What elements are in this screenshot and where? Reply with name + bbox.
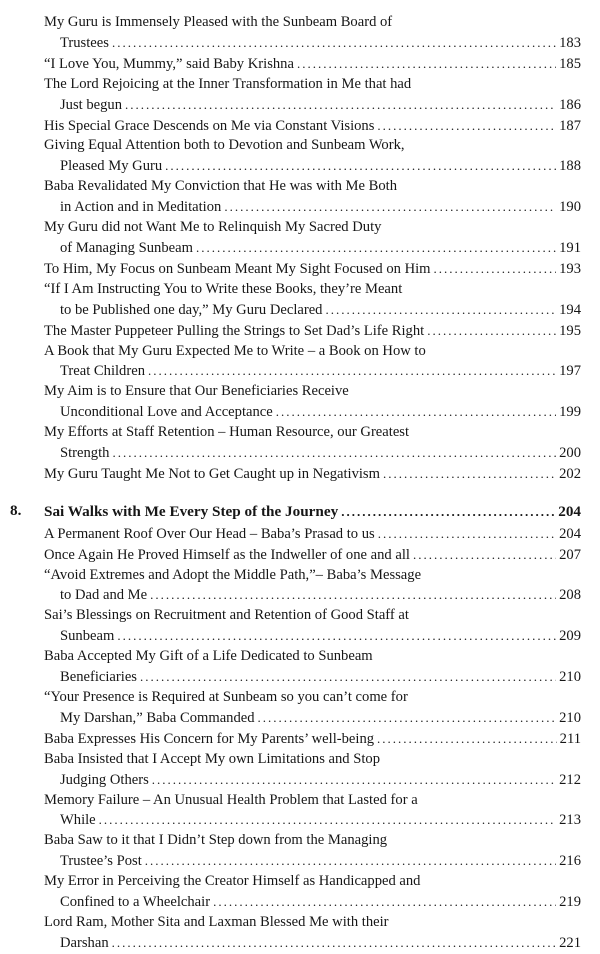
page-number: 197 [559,363,581,380]
leader-dots [377,116,556,136]
toc-entry[interactable] [44,75,581,116]
toc-entry[interactable] [44,831,581,872]
toc-entry[interactable] [44,464,581,485]
leader-dots [224,197,556,217]
page-number: 207 [559,546,581,563]
page-number: 188 [559,158,581,175]
toc-entry[interactable] [44,382,581,423]
toc-entry-title-line: Lord Ram, Mother Sita and Laxman Blessed Me with their [44,913,389,930]
page-number: 209 [559,628,581,645]
page-number: 186 [559,96,581,113]
table-of-contents [0,13,600,954]
leader-dots [145,851,556,871]
leader-dots [125,95,556,115]
toc-entry-title-line: A Book that My Guru Expected Me to Write – a Book on How to [44,342,426,359]
toc-entry-title-line: Sai’s Blessings on Recruitment and Retention of Good Staff at [44,607,409,624]
toc-entry-title-line: “Avoid Extremes and Adopt the Middle Path,”– Baba’s Message [44,566,422,583]
toc-entry[interactable] [44,423,581,464]
leader-dots [112,443,556,463]
leader-dots [165,156,556,176]
toc-entry[interactable] [44,136,581,177]
toc-entry-title-line: My Guru did not Want Me to Relinquish My Sacred Duty [44,219,382,236]
toc-entry-title-line: “If I Am Instructing You to Write these Books, they’re Meant [44,280,403,297]
toc-entry[interactable] [44,54,581,75]
toc-entry-title-line: Confined to a Wheelchair [60,894,211,911]
leader-dots [117,626,556,646]
toc-entry[interactable] [44,218,581,259]
page-number: 204 [559,525,581,542]
leader-dots [112,933,556,953]
page-number: 187 [559,117,581,134]
toc-entry-title-line: Treat Children [60,363,145,380]
leader-dots [112,33,556,53]
chapter-title: Sai Walks with Me Every Step of the Journey [44,502,339,520]
toc-entry-title-line: Baba Accepted My Gift of a Life Dedicated to Sunbeam [44,648,373,665]
page-number: 210 [559,669,581,686]
toc-entry-title-line: Trustees [60,34,109,51]
toc-entry-title-line: Pleased My Guru [60,158,163,175]
toc-entry-title-line: Trustee’s Post [60,853,142,870]
page-number: 210 [559,709,581,726]
toc-entry-title-line: “Your Presence is Required at Sunbeam so you can’t come for [44,689,408,705]
toc-entry-title-line: Baba Expresses His Concern for My Parents’ well-being [44,730,375,747]
toc-entry[interactable] [44,177,581,218]
toc-entry-title-line: While [60,812,96,829]
toc-entry[interactable] [44,729,581,750]
toc-entry[interactable] [44,750,581,791]
toc-entry-title-line: Darshan [60,934,109,951]
chapter-page-number: 204 [558,502,581,520]
toc-entry-title-line: The Lord Rejoicing at the Inner Transformation in Me that had [44,75,412,92]
leader-dots [99,810,556,830]
page-number: 185 [559,55,581,72]
page-number: 194 [559,301,581,318]
toc-entry[interactable] [44,872,581,913]
toc-entry[interactable] [44,688,581,729]
toc-entry[interactable] [44,791,581,832]
toc-entry-title-line: Just begun [60,96,123,113]
page-number: 200 [559,445,581,462]
page-number: 216 [559,853,581,870]
toc-entry[interactable] [44,321,581,342]
toc-entry[interactable] [44,259,581,280]
page-number: 199 [559,404,581,421]
leader-dots [276,402,556,422]
page-number: 213 [559,812,581,829]
leader-dots [378,524,556,544]
toc-entry-title-line: Baba Revalidated My Conviction that He was with Me Both [44,178,398,195]
toc-entry-title-line: in Action and in Meditation [60,199,222,216]
toc-entry-title-line: My Error in Perceiving the Creator Himself as Handicapped and [44,873,421,890]
page-number: 190 [559,199,581,216]
toc-entry[interactable] [44,606,581,647]
toc-entry-title-line: My Darshan,” Baba Commanded [60,709,255,726]
toc-entry-title-line: Unconditional Love and Acceptance [60,404,273,421]
leader-dots [377,729,557,749]
leader-dots [196,238,556,258]
toc-entry[interactable] [44,647,581,688]
toc-entry-title-line: Baba Saw to it that I Didn’t Step down from the Managing [44,832,388,849]
toc-section-chapter-8 [0,524,600,954]
toc-entry-title-line: Once Again He Proved Himself as the Indweller of one and all [44,546,410,563]
chapter-title-entry[interactable] [44,502,581,522]
page-number: 208 [559,587,581,604]
toc-entry-title-line: His Special Grace Descends on Me via Constant Visions [44,117,375,134]
toc-section-chapter-7 [0,13,600,485]
leader-dots [150,585,556,605]
toc-entry-title-line: My Aim is to Ensure that Our Beneficiaries Receive [44,383,349,400]
leader-dots [325,300,556,320]
page-number: 211 [559,730,581,747]
toc-entry-title-line: Beneficiaries [60,669,137,686]
toc-entry-title-line: “I Love You, Mummy,” said Baby Krishna [44,55,294,72]
toc-entry-title-line: Sunbeam [60,628,115,645]
toc-entry-title-line: A Permanent Roof Over Our Head – Baba’s Prasad to us [44,525,375,542]
toc-entry-title-line: My Efforts at Staff Retention – Human Resource, our Greatest [44,424,410,441]
page-number: 195 [559,322,581,339]
toc-entry[interactable] [44,913,581,954]
toc-entry[interactable] [44,280,581,321]
toc-entry-title-line: Memory Failure – An Unusual Health Problem that Lasted for a [44,791,418,808]
leader-dots [258,708,557,728]
toc-entry-title-line: My Guru is Immensely Pleased with the Sunbeam Board of [44,14,393,30]
leader-dots [152,770,556,790]
page-number: 219 [559,894,581,911]
leader-dots [434,259,557,279]
leader-dots [427,321,556,341]
page-number: 193 [559,260,581,277]
page-number: 212 [559,771,581,788]
toc-entry-title-line: Strength [60,445,110,462]
toc-entry-title-line: to be Published one day,” My Guru Declared [60,301,323,318]
leader-dots [213,892,556,912]
leader-dots [413,545,556,565]
chapter-number: 8. [10,501,22,519]
page-number: 191 [559,239,581,256]
toc-entry-title-line: of Managing Sunbeam [60,239,193,256]
page-number: 202 [559,465,581,482]
leader-dots [140,667,556,687]
toc-entry[interactable] [44,524,581,545]
page-number: 183 [559,34,581,51]
chapter-heading [0,502,600,522]
leader-dots [297,54,556,74]
toc-entry[interactable] [44,566,581,607]
toc-entry[interactable] [44,545,581,566]
toc-entry[interactable] [44,342,581,383]
toc-entry-title-line: Judging Others [60,771,149,788]
toc-entry[interactable] [44,13,581,54]
page-number: 221 [559,934,581,951]
toc-entry-title-line: to Dad and Me [60,587,148,604]
toc-entry-title-line: Baba Insisted that I Accept My own Limitations and Stop [44,750,381,767]
toc-entry[interactable] [44,116,581,137]
leader-dots [383,464,556,484]
toc-entry-title-line: My Guru Taught Me Not to Get Caught up in Negativism [44,465,380,482]
leader-dots [341,502,555,522]
toc-entry-title-line: The Master Puppeteer Pulling the Strings to Set Dad’s Life Right [44,322,425,339]
leader-dots [148,361,556,381]
toc-entry-title-line: To Him, My Focus on Sunbeam Meant My Sight Focused on Him [44,260,431,277]
toc-entry-title-line: Giving Equal Attention both to Devotion and Sunbeam Work, [44,137,405,154]
